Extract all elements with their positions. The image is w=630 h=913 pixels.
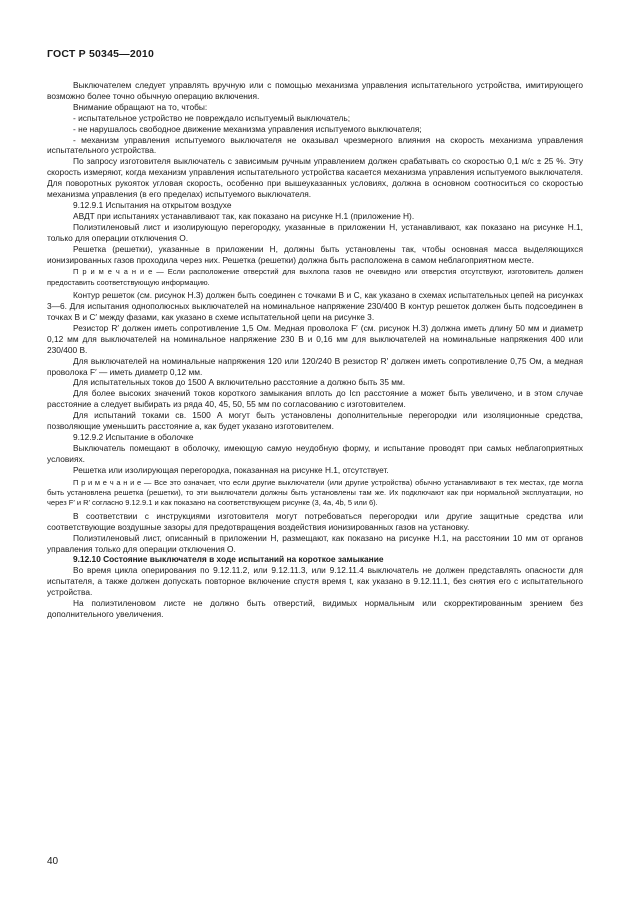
paragraph-text: Решетка или изолирующая перегородка, показанная на рисунке Н.1, отсутствует. (73, 464, 389, 475)
body-paragraph (47, 200, 583, 211)
paragraph-text: По запросу изготовителя выключатель с зависимым ручным управлением должен срабатывать со скоростью 0,1 м/с ± 25 %. Эту скорость измеряют, когда механизм управления испытательного устройства касается механизма управления испытуемого выключателя. Для поворотных рукояток угловая скорость, особенно при вышеуказанных условиях, должна в основном соотноситься со скоростью механизма управления (в его пределах) испытуемого выключателя. (47, 156, 583, 200)
note-paragraph (47, 267, 583, 288)
body-paragraph (47, 598, 583, 620)
paragraph-text: Для выключателей на номинальные напряжения 120 или 120/240 В резистор R′ должен иметь сопротивление 0,75 Ом, а медная проволока F′ — иметь диаметр 0,12 мм. (47, 355, 583, 377)
note-label: П р и м е ч а н и е (73, 267, 153, 277)
paragraph-text: — Если расположение отверстий для выхлопа газов не очевидно или отверстия отсутствуют, изготовитель должен предоставить соответствующую информацию. (47, 267, 583, 287)
body-paragraph (47, 222, 583, 244)
paragraph-text: Полиэтиленовый лист, описанный в приложении Н, размещают, как показано на рисунке Н.1, на расстоянии 10 мм от органов управления только для операции отключения O. (47, 532, 583, 554)
paragraph-text: - испытательное устройство не повреждало испытуемый выключатель; (73, 112, 351, 123)
paragraph-text: Во время цикла оперирования по 9.12.11.2, или 9.12.11.3, или 9.12.11.4 выключатель не должен представлять опасности для испытателя, а также должен допускать повторное включение спустя время t, как указано в 9.12.11.1, без снятия его с испытательного устройства. (47, 565, 583, 598)
paragraph-text: 9.12.10 Состояние выключателя в ходе испытаний на короткое замыкание (73, 554, 384, 565)
body-paragraph (47, 113, 583, 124)
document-header: ГОСТ Р 50345—2010 (47, 48, 155, 60)
paragraph-text: Решетка (решетки), указанные в приложении Н, должны быть установлены так, чтобы основная масса выделяющихся ионизированных газов проходила через них. Решетка (решетки) должна быть расположена в самом неблагоприятном месте. (47, 243, 583, 265)
body-paragraph (47, 432, 583, 443)
paragraph-text: 9.12.9.1 Испытания на открытом воздухе (73, 199, 232, 210)
body-paragraph (47, 290, 583, 323)
paragraph-text: - не нарушалось свободное движение механизма управления испытуемого выключателя; (73, 123, 422, 134)
paragraph-text: Для испытаний токами св. 1500 А могут быть установлены дополнительные перегородки или изоляционные средства, позволяющие уменьшить расстояние a, как будет указано изготовителем. (47, 410, 583, 432)
paragraph-text: АВДТ при испытаниях устанавливают так, как показано на рисунке Н.1 (приложение Н). (73, 210, 415, 221)
paragraph-text: Выключатель помещают в оболочку, имеющую самую неудобную форму, и испытание проводят при самых неблагоприятных условиях. (47, 442, 583, 464)
body-paragraph (47, 244, 583, 266)
paragraph-text: Контур решеток (см. рисунок Н.3) должен быть соединен с точками B и C, как указано в схемах испытательных цепей на рисунках 3—6. Для испытания однополюсных выключателей на номинальное напряжение 230/400 В контур решеток должен быть подсоединен в точках B и C′ между фазами, как указано в схеме испытательной цепи на рисунке 3. (47, 290, 583, 323)
body-paragraph (47, 465, 583, 476)
note-label: П р и м е ч а н и е (73, 477, 142, 487)
body-paragraph (47, 565, 583, 598)
paragraph-text: Выключателем следует управлять вручную или с помощью механизма управления испытательного устройства, имитирующего возможно более точно обычную операцию включения. (47, 80, 583, 101)
paragraph-text: Для испытательных токов до 1500 А включительно расстояние a должно быть 35 мм. (73, 377, 406, 388)
page-number: 40 (47, 856, 59, 867)
paragraph-text: В соответствии с инструкциями изготовителя могут потребоваться перегородки или другие защитные средства или соответствующие воздушные зазоры для предотвращения воздействия ионизированных газов на установку. (47, 510, 583, 532)
paragraph-text: Полиэтиленовый лист и изолирующую перегородку, указанные в приложении Н, устанавливают, как показано на рисунке Н.1, только для операции отключения O. (47, 221, 583, 243)
body-paragraph (47, 211, 583, 222)
section-heading (47, 554, 583, 565)
body-paragraph (47, 135, 583, 157)
body-paragraph (47, 156, 583, 200)
paragraph-text: — Все это означает, что если другие выключатели (или другие устройства) обычно устанавливают в тех местах, где могла быть установлена решетка (решетки), то эти выключатели должны быть установлены там же. Их подключают как при нормальной эксплуатации, но через F′ и R′ согласно 9.12.9.1 и как показано на соответствующем рисунке (3, 4а, 4b, 5 или 6). (47, 477, 583, 508)
paragraph-text: Для более высоких значений токов короткого замыкания вплоть до Icn расстояние a может быть увеличено, и в этом случае расстояние a следует выбирать из ряда 40, 45, 50, 55 мм по согласованию с изготовителем. (47, 388, 583, 410)
paragraph-text: Внимание обращают на то, чтобы: (73, 101, 208, 112)
body-paragraph (47, 443, 583, 465)
body-paragraph (47, 388, 583, 410)
body-paragraph (47, 124, 583, 135)
body-paragraph (47, 102, 583, 113)
note-paragraph (47, 478, 583, 509)
body-paragraph (47, 410, 583, 432)
paragraph-text: 9.12.9.2 Испытание в оболочке (73, 432, 194, 442)
paragraph-text: - механизм управления испытуемого выключателя не оказывал чрезмерного влияния на скорость механизма управления испытательного устройства. (47, 134, 583, 156)
body-paragraph (47, 80, 583, 102)
body-paragraph (47, 511, 583, 533)
body-paragraph (47, 356, 583, 378)
paragraph-text: На полиэтиленовом листе не должно быть отверстий, видимых нормальным или скорректированным зрением без дополнительного увеличения. (47, 598, 583, 619)
paragraph-text: Резистор R′ должен иметь сопротивление 1,5 Ом. Медная проволока F′ (см. рисунок Н.3) должна иметь длину 50 мм и диаметр 0,12 мм для выключателей на номинальное напряжение 230 В и 0,16 мм для выключателей на номинальные напряжения 400 или 230/400 В. (47, 322, 583, 355)
document-body (47, 80, 583, 620)
body-paragraph (47, 377, 583, 388)
body-paragraph (47, 323, 583, 356)
body-paragraph (47, 533, 583, 555)
